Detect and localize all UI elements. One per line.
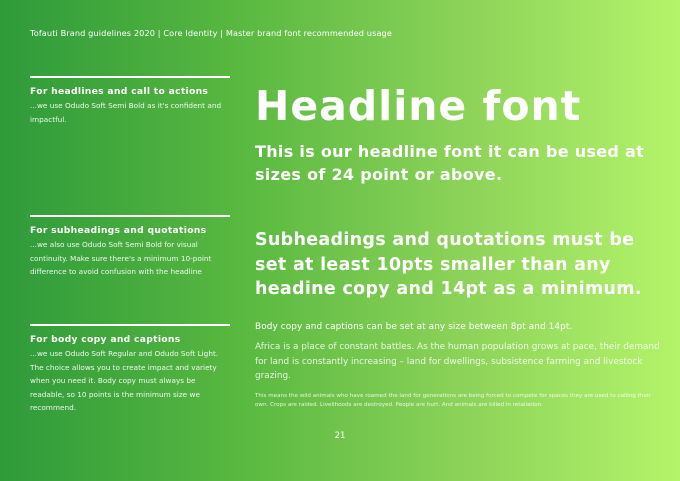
section-divider [30,76,230,78]
body-copy-guideline-section [30,324,230,415]
headline-size-note: This is our headline font it can be used at sizes of 24 point or above. [255,142,645,184]
body-copy-sample: Africa is a place of constant battles. As the human population grows at pace, their demand for land is constantly increasing – land for dwellings, subsistence farming and livestock grazing. [255,342,660,381]
section-body: ...we use Odudo Soft Regular and Odudo Soft Light. The choice allows you to create impact and variety when you need it. Body copy must always be readable, so 10 points is the minimum size we recommend. [30,349,219,412]
headlines-guideline-section [30,76,230,126]
section-divider [30,324,230,326]
body-copy-size-note: Body copy and captions can be set at any size between 8pt and 14pt. [255,322,573,332]
page-number: 21 [334,431,346,441]
section-divider [30,215,230,217]
section-title: For subheadings and quotations [30,225,207,236]
headline-font-sample: Headline font [255,82,582,130]
caption-sample: This means the wild animals who have roamed the land for generations are being forced to compete for spaces they are used to calling their own. Crops are raided. Livelihoods are destroyed. People are hurt. And animals are killed in retaliation. [255,393,651,408]
document-header: Tofauti Brand guidelines 2020 | Core Identity | Master brand font recommended usage [30,28,392,38]
section-title: For headlines and call to actions [30,86,209,97]
section-body: ...we use Odudo Soft Semi Bold as it's confident and impactful. [30,101,222,124]
section-body: ...we also use Odudo Soft Semi Bold for visual continuity. Make sure there's a minimum 10-point difference to avoid confusion with the headline [30,240,212,276]
subheading-font-sample: Subheadings and quotations must be set at least 10pts smaller than any headine copy and 14pt as a minimum. [255,230,642,299]
subheadings-guideline-section [30,215,230,279]
section-title: For body copy and captions [30,334,181,345]
